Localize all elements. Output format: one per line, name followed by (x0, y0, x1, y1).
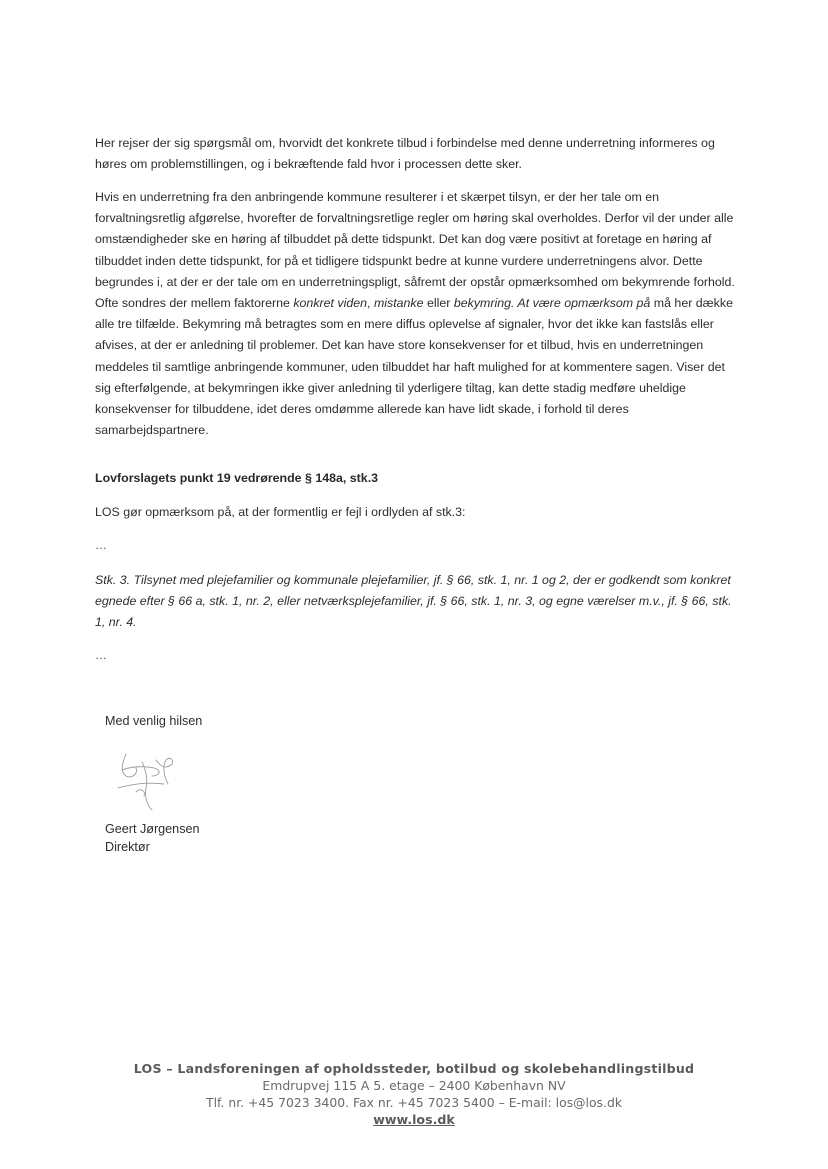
handwritten-signature (112, 744, 192, 816)
emphasis-term: konkret viden (293, 296, 368, 311)
body-paragraph-3: LOS gør opmærksom på, at der formentlig er fejl i ordlyden af stk.3: (95, 505, 466, 519)
paragraph-text-segment: må her dække alle tre tilfælde. Bekymring må betragtes som en mere diffus oplevelse af signaler, hvor det ikke kan fastslås eller afvises, at der er anledning til problemer. Det kan have store konsekvenser for et tilbud, hvis en underretningen meddeles til samtlige anbringende kommuner, uden tilbuddet har haft mulighed for at kommentere sagen. Viser det sig efterfølgende, at bekymringen ikke giver anledning til yderligere tiltag, kan dette stadig medføre uheldige konsekvenser for tilbuddene, idet deres omdømme allerede kan have lidt skade, i forhold til deres samarbejdspartnere. (95, 296, 733, 438)
signer-block (105, 820, 200, 856)
signer-name: Geert Jørgensen (105, 822, 200, 836)
section-heading: Lovforslagets punkt 19 vedrørende § 148a, stk.3 (95, 471, 379, 485)
footer-contact: Tlf. nr. +45 7023 3400. Fax nr. +45 7023 5400 – E-mail: los@los.dk (206, 1095, 622, 1110)
body-paragraph-2 (95, 187, 735, 441)
paragraph-text-segment: Hvis en underretning fra den anbringende kommune resulterer i et skærpet tilsyn, er der her tale om en forvaltningsretlig afgørelse, hvorefter de forvaltningsretlige regler om høring skal overholdes. Derfor vil der under alle omstændigheder ske en høring af tilbuddet på dette tidspunkt. Det kan dog være positivt at foretage en høring af tilbuddet inden dette tidspunkt, for på et tidligere tidspunkt bedre at kunne vurdere underretningens alvor. Dette begrundes i, at der er der tale om en underretningspligt, såfremt der opstår opmærksomhed om bekymrende forhold. Ofte sondres der mellem faktorerne (95, 190, 735, 311)
signer-title: Direktør (105, 840, 150, 854)
paragraph-text-segment: eller (423, 296, 454, 311)
footer-website-link[interactable]: www.los.dk (373, 1112, 455, 1127)
paragraph-text: Her rejser der sig spørgsmål om, hvorvidt det konkrete tilbud i forbindelse med denne underretning informeres og høres om problemstillingen, og i bekræftende fald hvor i processen dette sker. (95, 136, 715, 172)
footer-organization: LOS – Landsforeningen af opholdssteder, botilbud og skolebehandlingstilbud (133, 1061, 695, 1076)
emphasis-term: mistanke (373, 296, 424, 311)
quoted-provision: Stk. 3. Tilsynet med plejefamilier og kommunale plejefamilier, jf. § 66, stk. 1, nr. 1 og 2, der er godkendt som konkret egnede efter § 66 a, stk. 1, nr. 2, eller netværksplejefamilier, jf. § 66, stk. 1, nr. 3, og egne værelser m.v., jf. § 66, stk. 1, nr. 4. (95, 573, 732, 630)
paragraph-text (95, 187, 735, 441)
footer-address: Emdrupvej 115 A 5. etage – 2400 København NV (262, 1078, 566, 1093)
ellipsis: … (95, 648, 107, 662)
body-paragraph-1 (95, 133, 735, 175)
closing-salutation: Med venlig hilsen (105, 714, 203, 728)
paragraph-text-segment: , (367, 296, 374, 311)
emphasis-term: bekymring. At være opmærksom på (453, 296, 651, 311)
ellipsis: … (95, 538, 107, 552)
